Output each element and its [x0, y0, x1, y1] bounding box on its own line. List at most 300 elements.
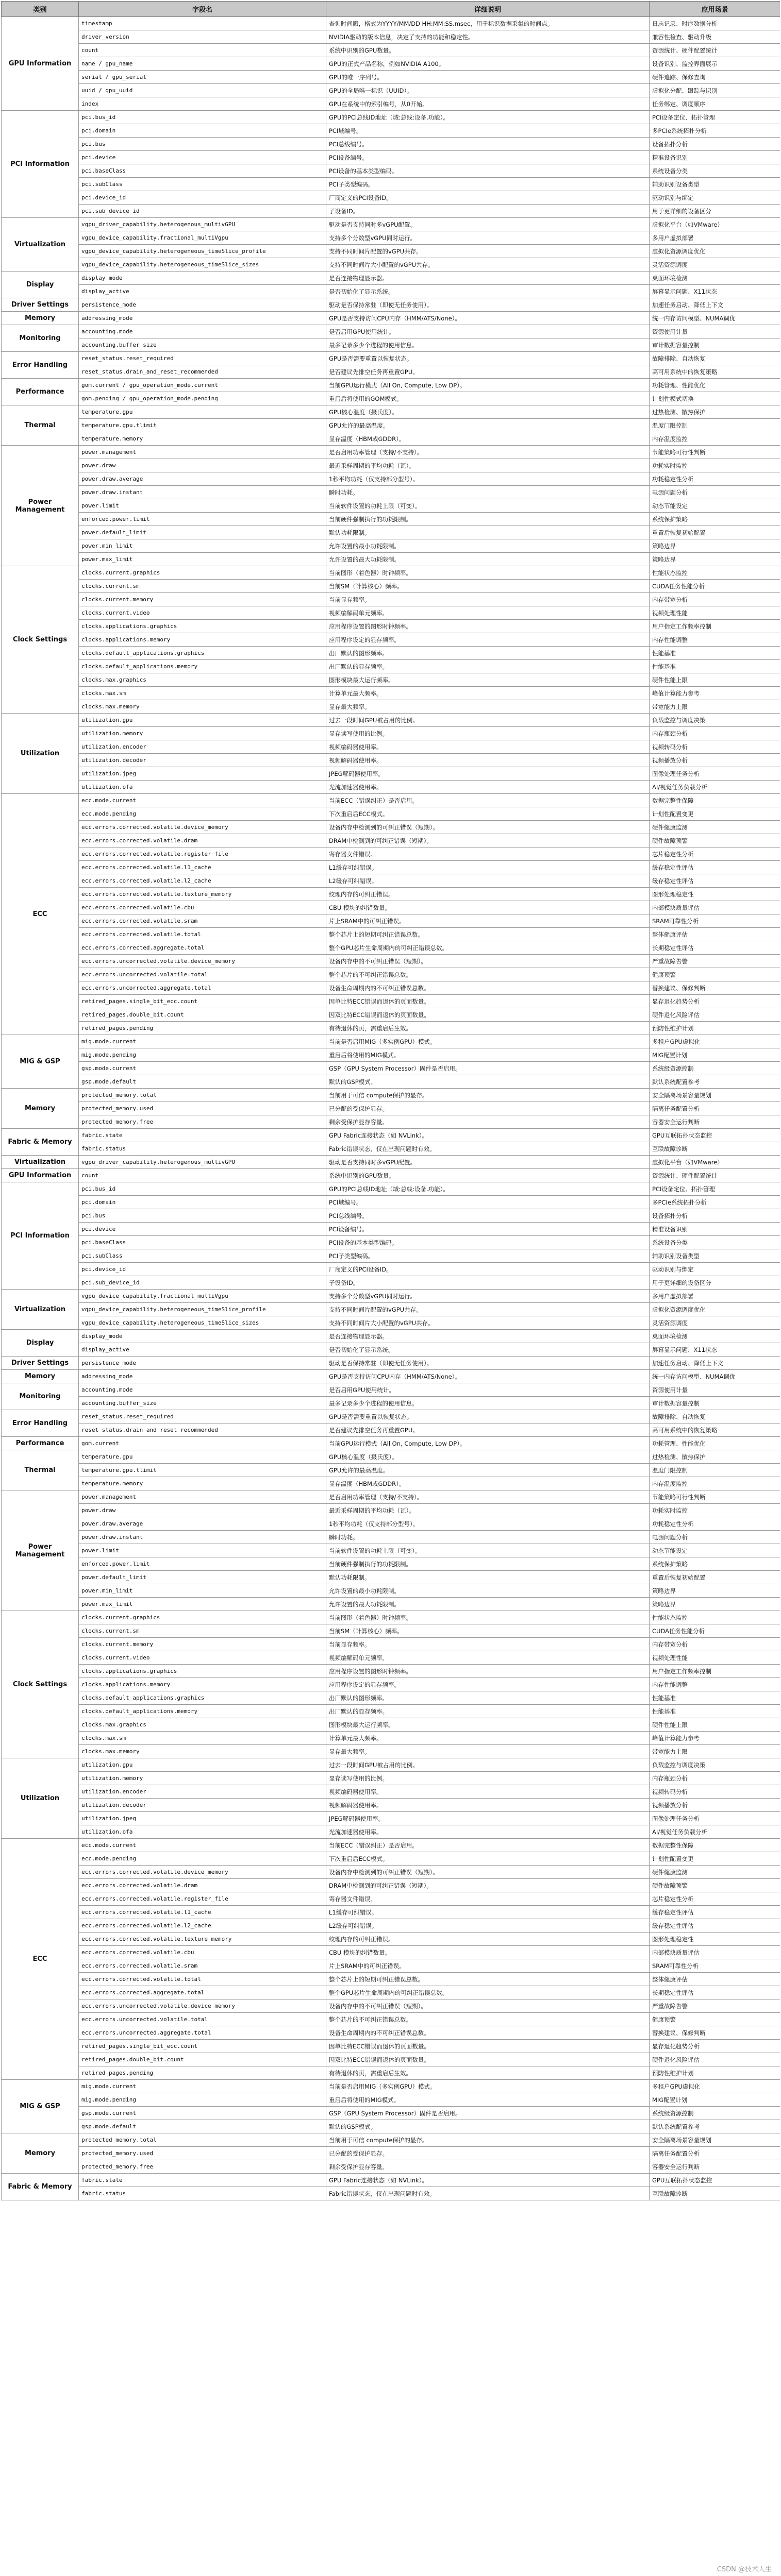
field-name-cell: enforced.power.limit — [79, 1557, 326, 1571]
field-name-cell: addressing_mode — [79, 312, 326, 325]
description-cell: 子设备ID。 — [326, 1276, 650, 1290]
table-row — [2, 1812, 780, 1825]
table-row — [2, 1008, 780, 1022]
table-header-row — [2, 2, 780, 17]
description-cell: 默认功耗限制。 — [326, 526, 650, 539]
table-row — [2, 1665, 780, 1678]
category-cell: ECC — [2, 1839, 79, 2080]
description-cell: 光流加速器使用率。 — [326, 781, 650, 794]
description-cell: 因单比特ECC错误而退休的页面数量。 — [326, 995, 650, 1008]
field-name-cell: retired_pages.pending — [79, 1022, 326, 1035]
table-row — [2, 1866, 780, 1879]
use-case-cell: 功耗管理、性能优化 — [650, 379, 780, 392]
use-case-cell: 整体健康评估 — [650, 1973, 780, 1986]
description-cell: 视频编码器使用率。 — [326, 1785, 650, 1799]
table-row — [2, 1062, 780, 1075]
use-case-cell: 温度门限控制 — [650, 1464, 780, 1477]
use-case-cell: 性能基准 — [650, 1691, 780, 1705]
use-case-cell: 用于更详细的设备区分 — [650, 1276, 780, 1290]
table-row — [2, 2133, 780, 2147]
field-name-cell: vgpu_device_capability.heterogeneous_timeSlice_profile — [79, 245, 326, 258]
use-case-cell: 硬件退化风险评估 — [650, 2053, 780, 2066]
table-body — [2, 17, 780, 2200]
use-case-cell: 资源使用计量 — [650, 1383, 780, 1397]
table-row — [2, 1584, 780, 1598]
description-cell: Fabric错误状态，仅在出现问题时有效。 — [326, 1142, 650, 1156]
category-cell: MIG & GSP — [2, 2080, 79, 2133]
field-name-cell: mig.mode.pending — [79, 1048, 326, 1062]
description-cell: 应用程序设定的显存频率。 — [326, 633, 650, 647]
description-cell: 设备内存中检测到的可纠正错误（短期）。 — [326, 1866, 650, 1879]
field-name-cell: ecc.errors.corrected.volatile.dram — [79, 1879, 326, 1892]
field-name-cell: fabric.state — [79, 1129, 326, 1142]
field-name-cell: ecc.mode.pending — [79, 1852, 326, 1866]
category-cell: Performance — [2, 1437, 79, 1450]
use-case-cell: 内部模块质量评估 — [650, 901, 780, 914]
description-cell: GSP（GPU System Processor）固件是否启用。 — [326, 2107, 650, 2120]
category-cell: Display — [2, 1330, 79, 1357]
description-cell: 当前显存频率。 — [326, 593, 650, 606]
use-case-cell: 视频播放分析 — [650, 1799, 780, 1812]
description-cell: 显存最大频率。 — [326, 700, 650, 714]
field-name-cell: power.management — [79, 446, 326, 459]
table-row — [2, 2120, 780, 2133]
field-name-cell: count — [79, 1169, 326, 1182]
table-row — [2, 1852, 780, 1866]
use-case-cell: 温度门限控制 — [650, 419, 780, 432]
table-row — [2, 2174, 780, 2187]
table-row — [2, 1223, 780, 1236]
table-row — [2, 1933, 780, 1946]
table-row — [2, 807, 780, 821]
table-row — [2, 848, 780, 861]
use-case-cell: 缓存稳定性评估 — [650, 1919, 780, 1933]
table-row — [2, 1397, 780, 1410]
use-case-cell: 图形处理稳定性 — [650, 1933, 780, 1946]
table-row — [2, 1624, 780, 1638]
category-cell: Memory — [2, 2133, 79, 2174]
description-cell: 显存温度（HBM或GDDR）。 — [326, 1477, 650, 1490]
field-name-cell: ecc.mode.current — [79, 794, 326, 807]
table-row — [2, 1718, 780, 1732]
use-case-cell: 内存带宽分析 — [650, 593, 780, 606]
field-name-cell: persistence_mode — [79, 1357, 326, 1370]
table-row — [2, 673, 780, 687]
use-case-cell: 功耗稳定性分析 — [650, 1517, 780, 1531]
field-name-cell: clocks.max.graphics — [79, 1718, 326, 1732]
table-row — [2, 151, 780, 164]
table-row — [2, 2160, 780, 2174]
use-case-cell: CUDA任务性能分析 — [650, 580, 780, 593]
table-row — [2, 1236, 780, 1249]
use-case-cell: 功耗实时监控 — [650, 459, 780, 472]
description-cell: L2缓存可纠错误。 — [326, 874, 650, 888]
description-cell: 当前软件设置的功耗上限（可变）。 — [326, 1544, 650, 1557]
description-cell: 子设备ID。 — [326, 205, 650, 218]
description-cell: 整个GPU芯片生命周期内的可纠正错误总数。 — [326, 1986, 650, 1999]
table-row — [2, 700, 780, 714]
field-name-cell: enforced.power.limit — [79, 513, 326, 526]
use-case-cell: MIG配置计划 — [650, 2093, 780, 2107]
field-name-cell: clocks.current.graphics — [79, 1611, 326, 1624]
table-row — [2, 647, 780, 660]
description-cell: 纹理内存的可纠正错误。 — [326, 888, 650, 901]
description-cell: 片上SRAM中的可纠正错误。 — [326, 1959, 650, 1973]
table-row — [2, 1290, 780, 1303]
category-cell: Monitoring — [2, 1383, 79, 1410]
description-cell: 整个芯片上的短期可纠正错误总数。 — [326, 928, 650, 941]
table-row — [2, 258, 780, 272]
use-case-cell: 默认系统配置参考 — [650, 1075, 780, 1089]
table-row — [2, 1799, 780, 1812]
category-cell: Fabric & Memory — [2, 2174, 79, 2200]
use-case-cell: 屏幕显示问题、X11状态 — [650, 285, 780, 298]
field-name-cell: utilization.decoder — [79, 1799, 326, 1812]
field-name-cell: temperature.gpu — [79, 1450, 326, 1464]
use-case-cell: 多用户虚拟部署 — [650, 1290, 780, 1303]
description-cell: JPEG解码器使用率。 — [326, 1812, 650, 1825]
category-cell: GPU Information — [2, 17, 79, 111]
field-name-cell: protected_memory.total — [79, 1089, 326, 1102]
use-case-cell: 隔离任务配置分析 — [650, 2147, 780, 2160]
description-cell: 允许设置的最小功耗限制。 — [326, 1584, 650, 1598]
table-row — [2, 379, 780, 392]
use-case-cell: 数据完整性保障 — [650, 794, 780, 807]
table-row — [2, 432, 780, 446]
description-cell: PCI设备编号。 — [326, 1223, 650, 1236]
description-cell: 出厂默认的显存频率。 — [326, 1705, 650, 1718]
use-case-cell: 驱动识别与绑定 — [650, 191, 780, 205]
use-case-cell: 虚拟化平台（如VMware） — [650, 1156, 780, 1169]
use-case-cell: 健康预警 — [650, 2013, 780, 2026]
use-case-cell: 桌面环境检测 — [650, 272, 780, 285]
field-name-cell: ecc.errors.corrected.volatile.dram — [79, 834, 326, 848]
description-cell: 显存读写使用的比例。 — [326, 1772, 650, 1785]
use-case-cell: 高可用系统中的恢复策略 — [650, 1423, 780, 1437]
table-row — [2, 2053, 780, 2066]
field-name-cell: power.max_limit — [79, 1598, 326, 1611]
table-row — [2, 2107, 780, 2120]
description-cell: PCI总线编号。 — [326, 1209, 650, 1223]
description-cell: 显存温度（HBM或GDDR）。 — [326, 432, 650, 446]
field-name-cell: utilization.gpu — [79, 714, 326, 727]
description-cell: 出厂默认的图形频率。 — [326, 647, 650, 660]
description-cell: PCI设备的基本类型编码。 — [326, 1236, 650, 1249]
description-cell: 1秒平均功耗（仅支持部分型号）。 — [326, 1517, 650, 1531]
table-row — [2, 1517, 780, 1531]
field-name-cell: pci.device_id — [79, 191, 326, 205]
category-cell: Thermal — [2, 1450, 79, 1490]
use-case-cell: 多租户GPU虚拟化 — [650, 2080, 780, 2093]
description-cell: CBU 模块的纠错数量。 — [326, 1946, 650, 1959]
table-row — [2, 1209, 780, 1223]
description-cell: DRAM中检测到的可纠正错误（短期）。 — [326, 834, 650, 848]
field-name-cell: clocks.default_applications.graphics — [79, 1691, 326, 1705]
use-case-cell: 系统级资源控制 — [650, 2107, 780, 2120]
description-cell: 是否启用GPU使用统计。 — [326, 1383, 650, 1397]
description-cell: GPU的PCI总线ID地址（域:总线:设备.功能）。 — [326, 111, 650, 124]
use-case-cell: PCI设备定位、拓扑管理 — [650, 1182, 780, 1196]
description-cell: GPU是否需要重置以恢复状态。 — [326, 1410, 650, 1423]
field-name-cell: ecc.errors.uncorrected.volatile.device_memory — [79, 1999, 326, 2013]
description-cell: GPU核心温度（摄氏度）。 — [326, 1450, 650, 1464]
table-row — [2, 1464, 780, 1477]
field-name-cell: protected_memory.used — [79, 1102, 326, 1115]
description-cell: 整个芯片上的短期可纠正错误总数。 — [326, 1973, 650, 1986]
use-case-cell: 视频转码分析 — [650, 1785, 780, 1799]
table-row — [2, 1035, 780, 1048]
field-name-cell: retired_pages.single_bit_ecc.count — [79, 2040, 326, 2053]
use-case-cell: 故障排除、自动恢复 — [650, 352, 780, 365]
table-row — [2, 111, 780, 124]
field-name-cell: mig.mode.current — [79, 2080, 326, 2093]
description-cell: 显存读写使用的比例。 — [326, 727, 650, 740]
field-name-cell: ecc.errors.corrected.volatile.texture_memory — [79, 888, 326, 901]
table-row — [2, 1732, 780, 1745]
description-cell: 因单比特ECC错误而退休的页面数量。 — [326, 2040, 650, 2053]
use-case-cell: 精准设备识别 — [650, 1223, 780, 1236]
description-cell: 最多记录多少个进程的使用信息。 — [326, 1397, 650, 1410]
use-case-cell: 加速任务启动、降低上下文 — [650, 1357, 780, 1370]
field-name-cell: pci.baseClass — [79, 164, 326, 178]
description-cell: PCI子类型编码。 — [326, 178, 650, 191]
use-case-cell: 计划性配置变更 — [650, 1852, 780, 1866]
description-cell: 显存最大频率。 — [326, 1745, 650, 1758]
field-name-cell: utilization.ofa — [79, 1825, 326, 1839]
use-case-cell: 策略边界 — [650, 539, 780, 553]
description-cell: GPU在系统中的索引编号，从0开始。 — [326, 97, 650, 111]
field-name-cell: power.management — [79, 1490, 326, 1504]
use-case-cell: 系统设备分类 — [650, 164, 780, 178]
description-cell: 当前显存频率。 — [326, 1638, 650, 1651]
use-case-cell: 故障排除、自动恢复 — [650, 1410, 780, 1423]
table-row — [2, 419, 780, 432]
table-row — [2, 71, 780, 84]
field-name-cell: ecc.errors.corrected.aggregate.total — [79, 941, 326, 955]
field-name-cell: retired_pages.double_bit.count — [79, 1008, 326, 1022]
description-cell: 允许设置的最大功耗限制。 — [326, 1598, 650, 1611]
use-case-cell: 芯片稳定性分析 — [650, 848, 780, 861]
use-case-cell: 系统级资源控制 — [650, 1062, 780, 1075]
description-cell: 是否启用功率管理（支持/不支持）。 — [326, 446, 650, 459]
table-row — [2, 218, 780, 231]
use-case-cell: 电源问题分析 — [650, 1531, 780, 1544]
table-row — [2, 1316, 780, 1330]
use-case-cell: 功耗实时监控 — [650, 1504, 780, 1517]
description-cell: 下次重启后ECC模式。 — [326, 1852, 650, 1866]
description-cell: 系统中识别的GPU数量。 — [326, 1169, 650, 1182]
description-cell: 是否连接物理显示器。 — [326, 1330, 650, 1343]
table-row — [2, 901, 780, 914]
table-row — [2, 2026, 780, 2040]
description-cell: GPU是否需要重置以恢复状态。 — [326, 352, 650, 365]
field-name-cell: pci.device — [79, 1223, 326, 1236]
description-cell: PCI设备的基本类型编码。 — [326, 164, 650, 178]
field-name-cell: power.min_limit — [79, 1584, 326, 1598]
use-case-cell: 系统保护策略 — [650, 513, 780, 526]
field-name-cell: utilization.jpeg — [79, 767, 326, 781]
description-cell: 整个GPU芯片生命周期内的可纠正错误总数。 — [326, 941, 650, 955]
table-row — [2, 1705, 780, 1718]
field-name-cell: display_mode — [79, 1330, 326, 1343]
use-case-cell: GPU互联拓扑状态监控 — [650, 2174, 780, 2187]
category-cell: Utilization — [2, 1758, 79, 1839]
description-cell: 最多记录多少个进程的使用信息。 — [326, 338, 650, 352]
description-cell: 默认的GSP模式。 — [326, 2120, 650, 2133]
use-case-cell: 节能策略可行性判断 — [650, 446, 780, 459]
header-use-case: 应用场景 — [650, 2, 780, 17]
use-case-cell: 显存退化趋势分析 — [650, 2040, 780, 2053]
field-name-cell: protected_memory.used — [79, 2147, 326, 2160]
use-case-cell: 性能状态监控 — [650, 1611, 780, 1624]
category-cell: Display — [2, 272, 79, 298]
table-row — [2, 57, 780, 71]
field-name-cell: vgpu_device_capability.fractional_multiVgpu — [79, 1290, 326, 1303]
field-name-cell: power.max_limit — [79, 553, 326, 566]
use-case-cell: 硬件性能上限 — [650, 673, 780, 687]
table-row — [2, 1089, 780, 1102]
field-name-cell: ecc.errors.corrected.volatile.sram — [79, 1959, 326, 1973]
use-case-cell: 严重故障告警 — [650, 1999, 780, 2013]
description-cell: 当前软件设置的功耗上限（可变）。 — [326, 499, 650, 513]
use-case-cell: 功耗管理、性能优化 — [650, 1437, 780, 1450]
table-row — [2, 285, 780, 298]
field-name-cell: clocks.max.memory — [79, 1745, 326, 1758]
field-name-cell: fabric.state — [79, 2174, 326, 2187]
description-cell: 视频解码器使用率。 — [326, 754, 650, 767]
field-name-cell: clocks.applications.memory — [79, 633, 326, 647]
use-case-cell: 用户指定工作频率控制 — [650, 620, 780, 633]
table-row — [2, 714, 780, 727]
use-case-cell: 虚拟化资源调度优化 — [650, 1303, 780, 1316]
category-cell: ECC — [2, 794, 79, 1035]
table-row — [2, 1919, 780, 1933]
field-name-cell: mig.mode.pending — [79, 2093, 326, 2107]
field-name-cell: gom.pending / gpu_operation_mode.pending — [79, 392, 326, 405]
use-case-cell: 预防性维护计划 — [650, 1022, 780, 1035]
table-row — [2, 740, 780, 754]
use-case-cell: 资源使用计量 — [650, 325, 780, 338]
field-name-cell: utilization.decoder — [79, 754, 326, 767]
use-case-cell: 视频播放分析 — [650, 754, 780, 767]
field-name-cell: utilization.memory — [79, 727, 326, 740]
description-cell: GPU Fabric连接状态（如 NVLink）。 — [326, 2174, 650, 2187]
use-case-cell: 缓存稳定性评估 — [650, 1906, 780, 1919]
table-row — [2, 553, 780, 566]
field-name-cell: power.draw — [79, 1504, 326, 1517]
description-cell: 因双比特ECC错误而退休的页面数量。 — [326, 1008, 650, 1022]
description-cell: 允许设置的最小功耗限制。 — [326, 539, 650, 553]
use-case-cell: 隔离任务配置分析 — [650, 1102, 780, 1115]
field-name-cell: vgpu_device_capability.fractional_multiVgpu — [79, 231, 326, 245]
description-cell: 当前是否启用MIG（多实例GPU）模式。 — [326, 2080, 650, 2093]
table-row — [2, 352, 780, 365]
description-cell: 有待退休的页，需重启后生效。 — [326, 2066, 650, 2080]
description-cell: 视频解码器使用率。 — [326, 1799, 650, 1812]
table-row — [2, 298, 780, 312]
use-case-cell: 内存温度监控 — [650, 1477, 780, 1490]
table-row — [2, 1959, 780, 1973]
description-cell: 已分配的受保护显存。 — [326, 1102, 650, 1115]
table-row — [2, 2187, 780, 2200]
use-case-cell: 灵活资源调度 — [650, 258, 780, 272]
use-case-cell: 系统保护策略 — [650, 1557, 780, 1571]
use-case-cell: 计划性配置变更 — [650, 807, 780, 821]
table-row — [2, 164, 780, 178]
category-cell: Error Handling — [2, 1410, 79, 1437]
description-cell: 默认功耗限制。 — [326, 1571, 650, 1584]
table-row — [2, 231, 780, 245]
description-cell: 是否启用GPU使用统计。 — [326, 325, 650, 338]
use-case-cell: 硬件退化风险评估 — [650, 1008, 780, 1022]
field-name-cell: ecc.errors.corrected.volatile.texture_memory — [79, 1933, 326, 1946]
description-cell: 光流加速器使用率。 — [326, 1825, 650, 1839]
category-cell: PCI Information — [2, 1182, 79, 1290]
field-name-cell: power.draw — [79, 459, 326, 472]
field-name-cell: power.draw.average — [79, 1517, 326, 1531]
field-name-cell: ecc.errors.corrected.volatile.l1_cache — [79, 1906, 326, 1919]
description-cell: 当前硬件强制执行的功耗限制。 — [326, 513, 650, 526]
field-name-cell: count — [79, 44, 326, 57]
field-name-cell: gom.current / gpu_operation_mode.current — [79, 379, 326, 392]
category-cell: Memory — [2, 1370, 79, 1383]
use-case-cell: 长期稳定性评估 — [650, 1986, 780, 1999]
table-row — [2, 124, 780, 138]
field-name-cell: pci.bus_id — [79, 111, 326, 124]
table-row — [2, 1531, 780, 1544]
field-name-cell: ecc.errors.uncorrected.aggregate.total — [79, 2026, 326, 2040]
use-case-cell: 互联故障诊断 — [650, 2187, 780, 2200]
table-row — [2, 1048, 780, 1062]
use-case-cell: 日志记录、时序数据分析 — [650, 17, 780, 30]
description-cell: PCI域编号。 — [326, 1196, 650, 1209]
use-case-cell: 过热检测、散热保护 — [650, 405, 780, 419]
description-cell: 是否建议先排空任务再重置GPU。 — [326, 1423, 650, 1437]
description-cell: 支持不同时间片配置的vGPU共存。 — [326, 1303, 650, 1316]
description-cell: 默认的GSP模式。 — [326, 1075, 650, 1089]
table-row — [2, 1477, 780, 1490]
description-cell: 最近采样周期的平均功耗（瓦）。 — [326, 459, 650, 472]
field-name-cell: ecc.errors.corrected.volatile.device_memory — [79, 1866, 326, 1879]
use-case-cell: 内存性能调整 — [650, 1678, 780, 1691]
use-case-cell: 视频处理性能 — [650, 1651, 780, 1665]
watermark: CSDN @技术人生 — [715, 2564, 774, 2573]
description-cell: 视频编解码单元频率。 — [326, 1651, 650, 1665]
field-name-cell: clocks.current.memory — [79, 593, 326, 606]
table-row — [2, 2093, 780, 2107]
field-name-cell: ecc.errors.uncorrected.volatile.total — [79, 968, 326, 981]
use-case-cell: 多PCIe系统拓扑分析 — [650, 124, 780, 138]
use-case-cell: 过热检测、散热保护 — [650, 1450, 780, 1464]
description-cell: 厂商定义的PCI设备ID。 — [326, 191, 650, 205]
table-row — [2, 861, 780, 874]
use-case-cell: 图形处理稳定性 — [650, 888, 780, 901]
description-cell: 出厂默认的图形频率。 — [326, 1691, 650, 1705]
category-cell: Driver Settings — [2, 1357, 79, 1370]
description-cell: 是否连接物理显示器。 — [326, 272, 650, 285]
field-name-cell: clocks.current.video — [79, 1651, 326, 1665]
use-case-cell: 负载监控与调度决策 — [650, 714, 780, 727]
field-name-cell: pci.domain — [79, 124, 326, 138]
table-row — [2, 981, 780, 995]
use-case-cell: 缓存稳定性评估 — [650, 861, 780, 874]
field-name-cell: pci.subClass — [79, 1249, 326, 1263]
use-case-cell: 策略边界 — [650, 1584, 780, 1598]
use-case-cell: 多用户虚拟部署 — [650, 231, 780, 245]
use-case-cell: 硬件故障预警 — [650, 834, 780, 848]
description-cell: L1缓存可纠错误。 — [326, 861, 650, 874]
table-row — [2, 1611, 780, 1624]
